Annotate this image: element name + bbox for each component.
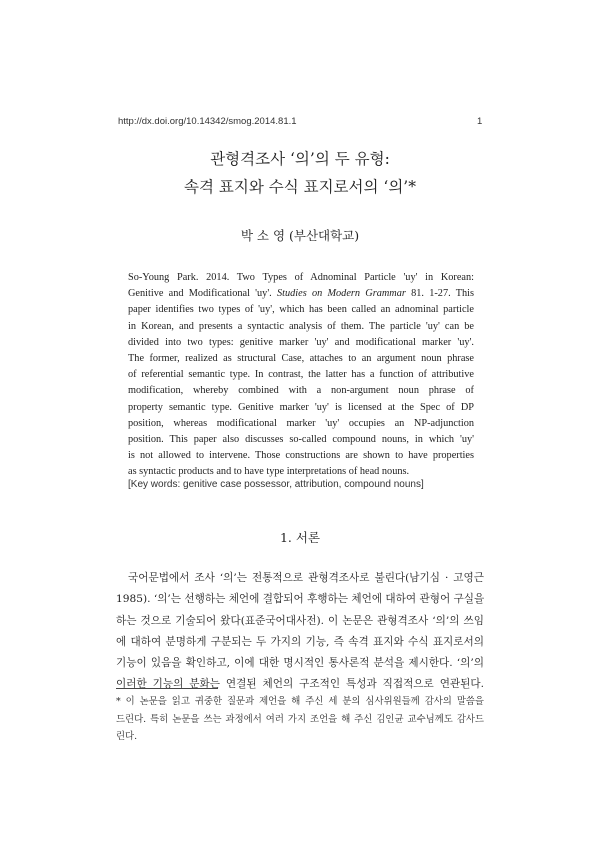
footnote-line: 린다. [116, 731, 138, 742]
author-affiliation: 박 소 영 (부산대학교) [240, 228, 360, 243]
footnote-divider [116, 688, 218, 689]
abstract-line: in Korean, and presents a syntactic analysis of them. The particle 'uy' can be [128, 320, 474, 332]
section-heading: 1. 서론 [279, 530, 321, 545]
body-line: 국어문법에서 조사 ‘의’는 전통적으로 관형격조사로 불린다(남기심 · 고영근 [128, 572, 484, 584]
abstract-line: paper identifies two types of 'uy', which has been called an adnominal particle [128, 304, 474, 316]
footnote-line: * 이 논문을 읽고 귀중한 질문과 제언을 해 주신 세 분의 심사위원들께 감사의 말씀을 [116, 696, 484, 707]
abstract-citation-volume: 81. 1-27. This [405, 288, 474, 300]
abstract-line: So-Young Park. 2014. Two Types of Adnominal Particle 'uy' in Korean: [128, 272, 474, 283]
body-line: 이러한 기능의 분화는 연결된 체언의 구조적인 특성과 직접적으로 연관된다. [116, 678, 484, 691]
body-line: 1985). ‘의’는 선행하는 체언에 결합되어 후행하는 체언에 대하여 관형어 구실을 [116, 593, 485, 606]
abstract-line: divided into two types: genitive marker 'uy' and modificational marker 'uy'. [128, 336, 474, 348]
body-paragraph [116, 568, 484, 696]
footnote [116, 693, 484, 746]
abstract-line: modification, whereby combined with a non-argument noun phrase of [128, 385, 474, 397]
abstract-line: is not allowed to intervene. Those constructions are shown to have properties [128, 450, 474, 462]
body-line: 기능이 있음을 확인하고, 이에 대한 명시적인 통사론적 분석을 제시한다. ‘의’의 [116, 657, 484, 670]
abstract-line: The former, realized as structural Case, attaches to an argument noun phrase [128, 352, 474, 364]
abstract-line [128, 286, 474, 302]
abstract [128, 270, 474, 480]
body-line: 에 대하여 분명하게 구분되는 두 가지의 기능, 즉 속격 표지와 수식 표지로서의 [116, 635, 484, 648]
abstract-line: property semantic type. Genitive marker 'uy' is licensed at the Spec of DP [128, 401, 474, 413]
abstract-line: position, whereas modificational marker 'uy' occupies an NP-adjunction [128, 417, 474, 429]
abstract-line: as syntactic products and to have type interpretations of head nouns. [128, 466, 410, 478]
body-line: 하는 것으로 기술되어 왔다(표준국어대사전). 이 논문은 관형격조사 ‘의’의 쓰임 [116, 614, 484, 627]
abstract-line: position. This paper also discusses so-called compound nouns, in which 'uy' [128, 433, 474, 445]
abstract-citation-text: Genitive and Modificational 'uy'. [128, 288, 272, 300]
keywords: [Key words: genitive case possessor, attribution, compound nouns] [128, 479, 424, 490]
paper-title-line-2: 속격 표지와 수식 표지로서의 ‘의’* [184, 178, 416, 196]
abstract-line: of referential semantic type. In contrast, the latter has a function of attributive [128, 369, 474, 381]
journal-name: Studies on Modern Grammar [276, 288, 406, 300]
footnote-line: 드린다. 특히 논문을 쓰는 과정에서 여러 가지 조언을 해 주신 김인균 교수님께도 감사드 [116, 713, 484, 725]
page-number: 1 [477, 116, 483, 127]
doi-link[interactable]: http://dx.doi.org/10.14342/smog.2014.81.1 [118, 116, 297, 127]
paper-title-line-1: 관형격조사 ‘의’의 두 유형: [210, 150, 390, 168]
